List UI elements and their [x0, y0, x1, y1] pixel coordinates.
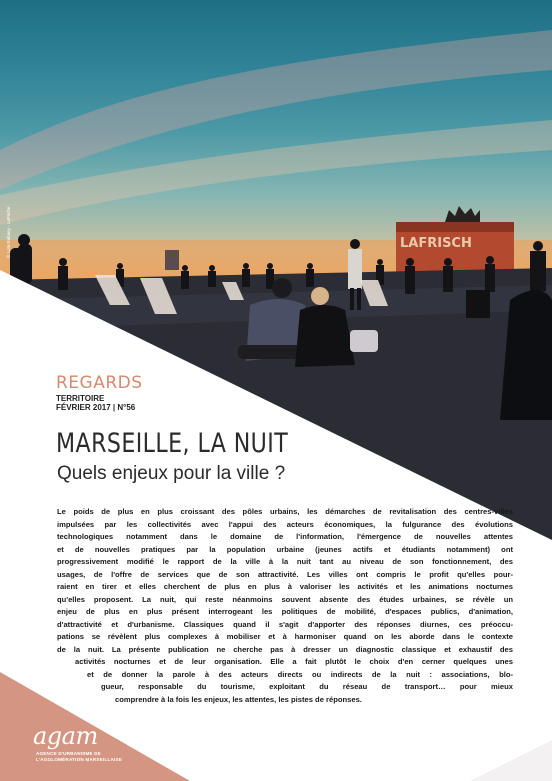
page-subtitle: Quels enjeux pour la ville ? — [57, 463, 286, 484]
intro-line: et de donner la parole à des acteurs directs ou indirects de la nuit : associations, blo- — [87, 669, 513, 679]
photo-credit: © Lola Rabaey - LaFriche — [6, 206, 11, 258]
collection-label: REGARDS — [56, 373, 143, 393]
date-issue: FÉVRIER 2017 | N°56 — [56, 403, 136, 412]
svg-text:LAFRISCH: LAFRISCH — [400, 236, 472, 251]
intro-line: et de nouvelles pratiques par la population urbaine (jeunes actifs et étudiants notamment) ont — [57, 544, 513, 554]
intro-line: usages, de l'offre de services que de son attractivité. Les villes ont compris le profit qu'elles pour- — [57, 569, 513, 579]
intro-line: comprendre à la fois les enjeux, les attentes, les pistes de réponses. — [115, 694, 362, 704]
publisher-full-name — [36, 751, 146, 762]
intro-line: enjeu de plus en plus présent interrogeant les politiques de mobilité, d'espaces publics, d'animation, — [57, 607, 513, 616]
intro-line: de la nuit. La présente publication ne cherche pas à dresser un diagnostic classique et exhaustif des — [57, 644, 513, 654]
agam-logo: agam — [33, 722, 98, 750]
intro-line: raient en tirer et elles cherchent de plus en plus à valoriser les activités et les animations nocturnes — [57, 582, 513, 591]
category-label: TERRITOIRE — [56, 394, 105, 403]
intro-line: qu'elles proposent. La nuit, qui reste néanmoins souvent absente des études urbaines, se révèle un — [57, 594, 513, 604]
intro-line: gueur, responsable du tourisme, exploitant du réseau de transport… pour mieux — [101, 682, 513, 691]
intro-paragraph — [57, 506, 513, 706]
publisher-name-line-2: L'AGGLOMÉRATION MARSEILLAISE — [36, 756, 122, 762]
intro-line: pations se révèlent plus complexes à mobiliser et à harmoniser quand on les aborde dans le contexte — [57, 632, 513, 641]
intro-line: progressivement modifié le rapport de la ville à la nuit tant au niveau de son fonctionnement, des — [57, 557, 513, 566]
intro-line: activités nocturnes et de leur organisation. Elle a fait plutôt le choix d'en cerner quelques unes — [75, 657, 513, 666]
page-title: MARSEILLE, LA NUIT — [56, 428, 289, 459]
intro-line: technologiques notamment dans le domaine de l'information, l'émergence de nouvelles attentes — [57, 532, 513, 541]
publisher-name-line-1: AGENCE D'URBANISME DE — [36, 751, 102, 756]
intro-line: Le poids de plus en plus croissant des pôles urbains, les démarches de revitalisation des centres-villes — [57, 507, 513, 516]
intro-line: impulsées par les collectivités avec l'appui des acteurs économiques, la fulgurance des évolutions — [57, 519, 513, 529]
intro-line: d'attractivité et d'urbanisme. Classiques quand il s'agit d'apporter des réponses diurnes, ces préoccu- — [57, 619, 513, 629]
